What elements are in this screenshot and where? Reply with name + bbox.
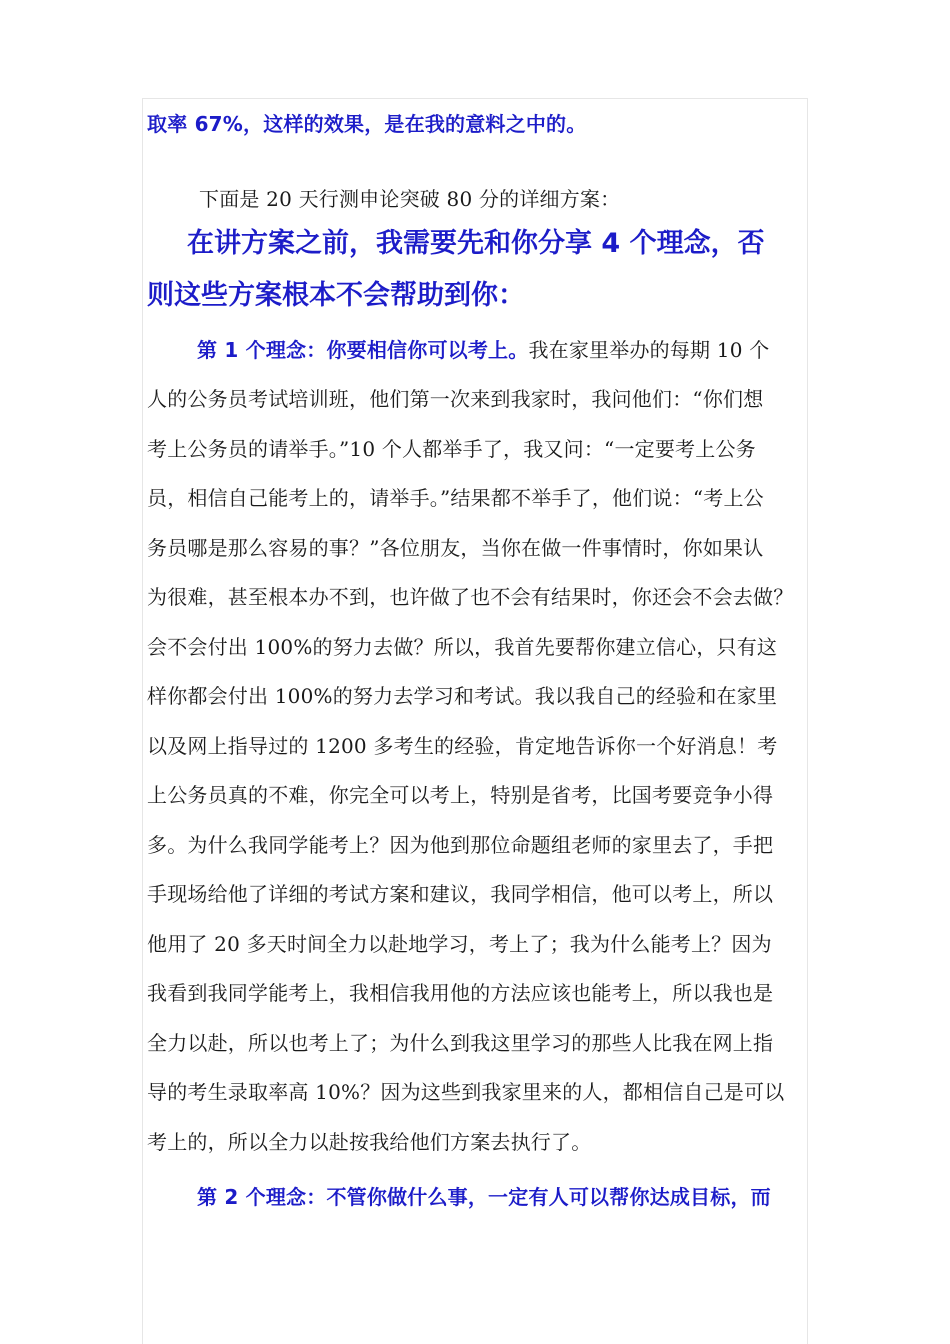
concept-1-line-0: 我在家里举办的每期 10 个 (528, 338, 770, 362)
concept-1-line-4: 务员哪是那么容易的事？”各位朋友，当你在做一件事情时，你如果认 (147, 536, 764, 560)
concept-1-line-10: 多。为什么我同学能考上？因为他到那位命题组老师的家里去了，手把 (147, 833, 774, 857)
section-heading-line-2: 则这些方案根本不会帮助到你： (147, 280, 525, 311)
concept-1-line-1: 人的公务员考试培训班，他们第一次来到我家时，我问他们：“你们想 (147, 387, 764, 411)
concept-1-line-16: 考上的，所以全力以赴按我给他们方案去执行了。 (147, 1130, 592, 1154)
concept-1-line-15: 导的考生录取率高 10%？因为这些到我家里来的人，都相信自己是可以 (147, 1080, 785, 1104)
section-heading-line-1: 在讲方案之前，我需要先和你分享 4 个理念，否 (187, 228, 765, 259)
concept-1-line-9: 上公务员真的不难，你完全可以考上，特别是省考，比国考要竞争小得 (147, 783, 774, 807)
concept-1-line-11: 手现场给他了详细的考试方案和建议，我同学相信，他可以考上，所以 (147, 882, 774, 906)
concept-1-title: 第 1 个理念：你要相信你可以考上。 (197, 338, 529, 362)
concept-1-line-6: 会不会付出 100%的努力去做？所以，我首先要帮你建立信心，只有这 (147, 635, 778, 659)
concept-1-line-5: 为很难，甚至根本办不到，也许做了也不会有结果时，你还会不会去做？ (147, 585, 794, 609)
concept-1-line-2: 考上公务员的请举手。”10 个人都举手了，我又问：“一定要考上公务 (147, 437, 756, 461)
document-page (142, 98, 808, 1344)
concept-1-line-8: 以及网上指导过的 1200 多考生的经验，肯定地告诉你一个好消息！考 (147, 734, 778, 758)
concept-1-line-13: 我看到我同学能考上，我相信我用他的方法应该也能考上，所以我也是 (147, 981, 774, 1005)
concept-2-title: 第 2 个理念：不管你做什么事，一定有人可以帮你达成目标，而 (197, 1185, 771, 1209)
concept-1-line-3: 员，相信自己能考上的，请举手。”结果都不举手了，他们说：“考上公 (147, 486, 764, 510)
result-line: 取率 67%，这样的效果，是在我的意料之中的。 (147, 112, 587, 136)
concept-1-line-12: 他用了 20 多天时间全力以赴地学习，考上了；我为什么能考上？因为 (147, 932, 772, 956)
intro-line: 下面是 20 天行测申论突破 80 分的详细方案： (199, 187, 621, 211)
concept-1-first-line (197, 337, 769, 363)
concept-1-line-14: 全力以赴，所以也考上了；为什么到我这里学习的那些人比我在网上指 (147, 1031, 774, 1055)
concept-1-line-7: 样你都会付出 100%的努力去学习和考试。我以我自己的经验和在家里 (147, 684, 778, 708)
